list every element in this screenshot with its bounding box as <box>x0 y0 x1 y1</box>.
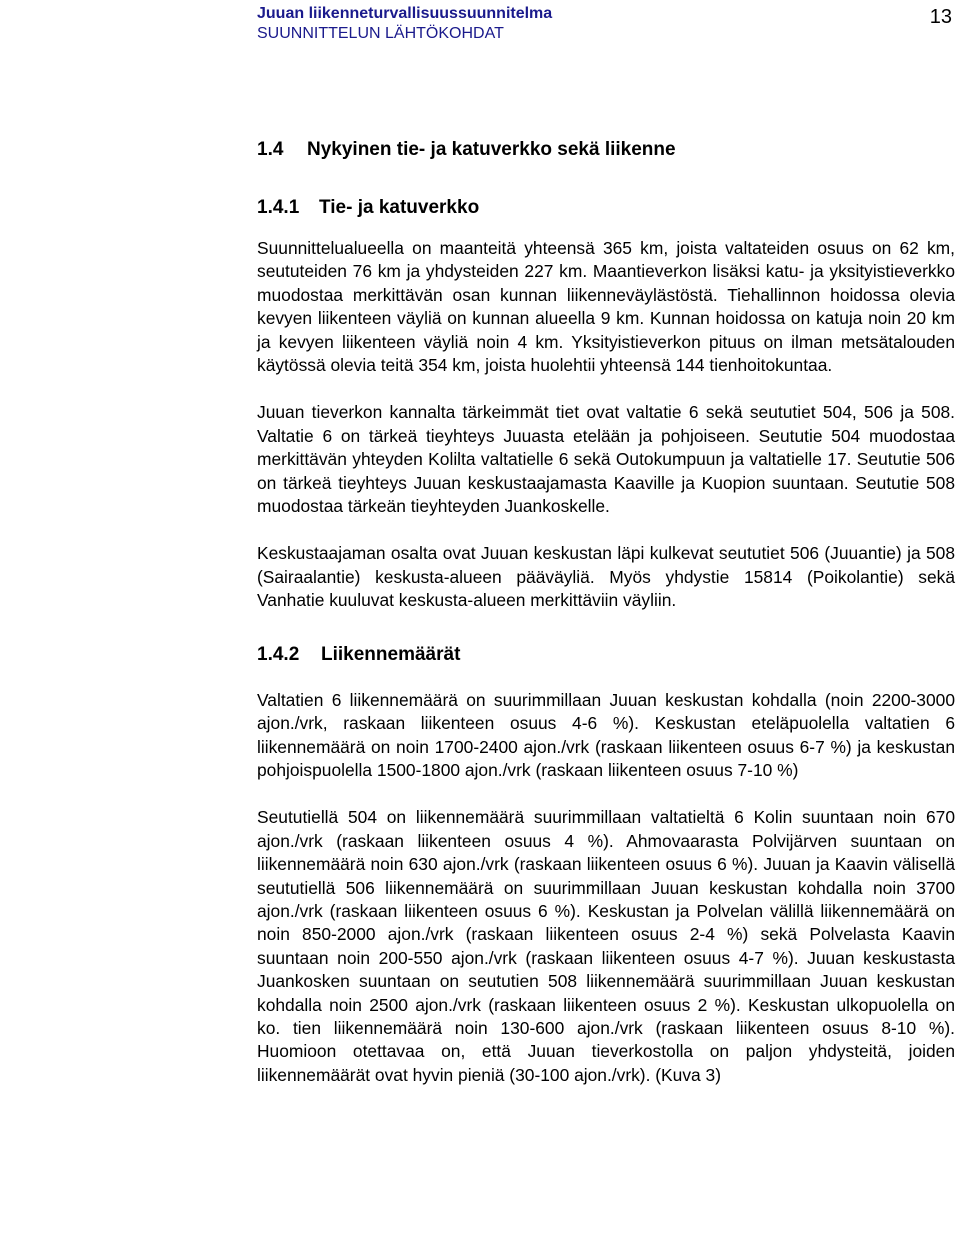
page-content <box>257 138 955 1087</box>
subsection-heading-2 <box>257 643 955 667</box>
subsection-title: Liikennemäärät <box>321 643 461 665</box>
paragraph: Keskustaajaman osalta ovat Juuan keskustan läpi kulkevat seututiet 506 (Juuantie) ja 508 (Sairaalantie) keskusta-alueen pääväyliä. Myös yhdystie 15814 (Poikolantie) sekä Vanhatie kuuluvat keskusta-alueen merkittäviin väyliin. <box>257 543 955 611</box>
section-title: Nykyinen tie- ja katuverkko sekä liikenne <box>307 139 676 160</box>
subsection-title: Tie- ja katuverkko <box>319 197 480 218</box>
subsection-number: 1.4.1 <box>257 197 300 218</box>
subsection-number: 1.4.2 <box>257 643 300 665</box>
paragraph: Valtatien 6 liikennemäärä on suurimmillaan Juuan keskustan kohdalla (noin 2200-3000 ajon./vrk, raskaan liikenteen osuus 4-6 %). Keskustan eteläpuolella valtatien 6 liikennemäärä on noin 1700-2400 ajon./vrk (raskaan liikenteen osuus 6-7 %) ja keskustan pohjoispuolella 1500-1800 ajon./vrk (raskaan liikenteen osuus 7-10 %) <box>257 689 955 780</box>
section-heading <box>257 138 955 162</box>
subsection-heading-1 <box>257 196 955 220</box>
page-number: 13 <box>929 6 952 28</box>
paragraph: Suunnittelualueella on maanteitä yhteensä 365 km, joista valtateiden osuus on 62 km, seututeiden 76 km ja yhdysteiden 227 km. Maantieverkon lisäksi katu- ja yksityistieverkko muodostaa merkittävän osan kunnan liikenneväylästöstä. Tiehallinnon hoidossa olevia kevyen liikenteen väyliä on kunnan alueella 9 km. Kunnan hoidossa on katuja noin 20 km ja kevyen liikenteen väyliä noin 4 km. Yksityistieverkon pituus on ilman metsätalouden käytössä olevia teitä 354 km, joista huolehtii yhteensä 144 tienhoitokuntaa. <box>257 238 955 376</box>
section-number: 1.4 <box>257 139 284 160</box>
document-subtitle: SUUNNITTELUN LÄHTÖKOHDAT <box>257 25 504 42</box>
document-title: Juuan liikenneturvallisuussuunnitelma <box>257 5 553 22</box>
paragraph: Seututiellä 504 on liikennemäärä suurimmillaan valtatieltä 6 Kolin suuntaan noin 670 ajon./vrk (raskaan liikenteen osuus 4 %). Ahmovaarasta Polvijärven suuntaan on liikennemäärä noin 630 ajon./vrk (raskaan liikenteen osuus 6 %). Juuan ja Kaavin välisellä seututiellä 506 liikennemäärä on suurimmillaan Juuan keskustan kohdalla noin 3700 ajon./vrk (raskaan liikenteen osuus 6 %). Keskustan ja Polvelan välillä liikennemäärä on noin 850-2000 ajon./vrk (raskaan liikenteen osuus 2-4 %) sekä Polvelasta Kaavin suuntaan noin 200-550 ajon./vrk (raskaan liikenteen osuus 4-7 %). Juuan keskustasta Juankosken suuntaan on seututien 508 liikennemäärä suurimmillaan Juuan keskustan kohdalla noin 2500 ajon./vrk (raskaan liikenteen osuus 2 %). Keskustan ulkopuolella on ko. tien liikennemäärä noin 130-600 ajon./vrk (raskaan liikenteen osuus 8-10 %). Huomioon otettavaa on, että Juuan tieverkostolla on paljon yhdysteitä, joiden liikennemäärät ovat hyvin pieniä (30-100 ajon./vrk). (Kuva 3) <box>257 807 955 1085</box>
paragraph: Juuan tieverkon kannalta tärkeimmät tiet ovat valtatie 6 sekä seututiet 504, 506 ja 508. Valtatie 6 on tärkeä tieyhteys Juuasta etelään ja pohjoiseen. Seututie 504 muodostaa merkittävän yhteyden Kolilta valtatielle 6 sekä Outokumpuun ja valtatielle 17. Seututie 506 on tärkeä tieyhteys Juuan keskustaajamasta Kaaville ja Kuopion suuntaan. Seututie 508 muodostaa tärkeän tieyhteyden Juankoskelle. <box>257 402 955 517</box>
page-header <box>257 4 952 44</box>
